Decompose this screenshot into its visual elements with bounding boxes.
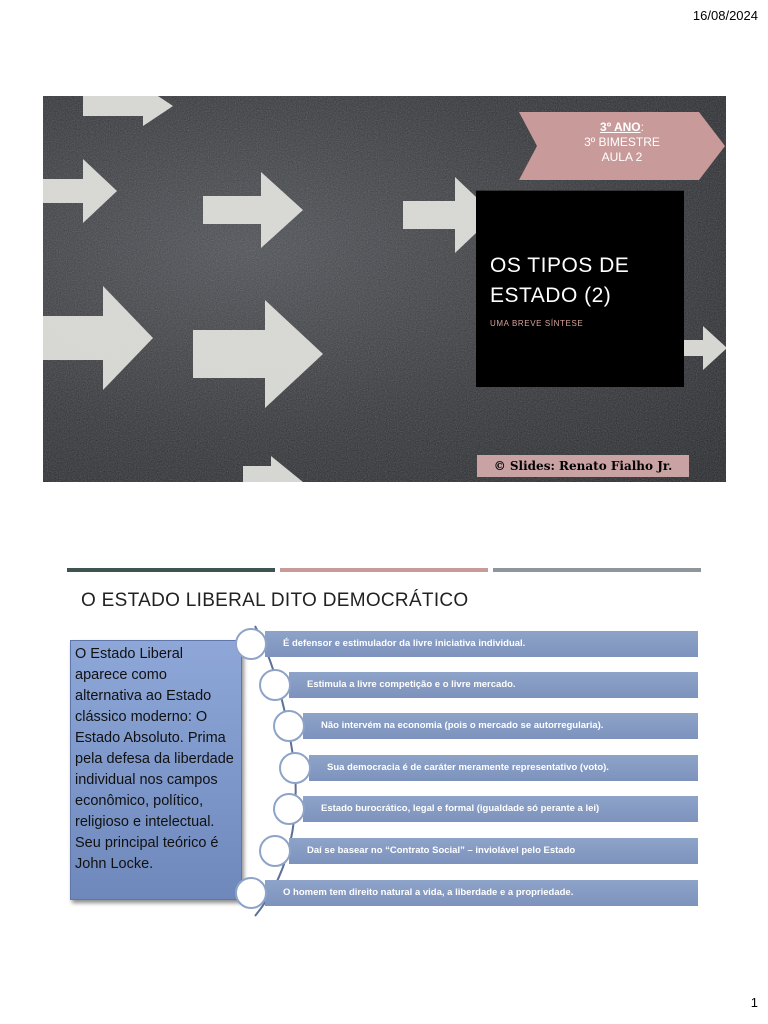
main-title: OS TIPOS DE ESTADO (2) — [490, 254, 630, 307]
list-item-bar — [309, 755, 698, 781]
list-item — [309, 755, 698, 781]
grade-banner — [519, 112, 725, 180]
slide-estado-liberal — [43, 560, 726, 946]
subtitle: UMA BREVE SÍNTESE — [490, 319, 584, 328]
title-box — [476, 191, 684, 387]
list-item-bar — [265, 631, 698, 657]
list-item-label: Estimula a livre competição e o livre mercado. — [307, 679, 516, 690]
list-item-bar — [265, 880, 698, 906]
list-item-label: Daí se basear no “Contrato Social” – inviolável pelo Estado — [307, 845, 576, 856]
timeline-node — [273, 710, 305, 742]
list-item-bar — [289, 838, 698, 864]
timeline-node — [259, 669, 291, 701]
list-item-bar — [303, 713, 698, 739]
page-date: 16/08/2024 — [692, 8, 758, 23]
list-item — [289, 838, 698, 864]
list-item — [265, 880, 698, 906]
timeline-node — [259, 835, 291, 867]
description-box: O Estado Liberal aparece como alternativa ao Estado clássico moderno: O Estado Absoluto. Prima pela defesa da liberdade individual nos campos econômico, político, religioso e intelectual. Seu principal teórico é John Locke. — [70, 640, 242, 900]
grade-title: 3º ANO — [600, 120, 641, 134]
timeline-node — [235, 628, 267, 660]
list-item-label: Estado burocrático, legal e formal (igualdade só perante a lei) — [321, 803, 600, 814]
list-item-bar — [289, 672, 698, 698]
list-item — [303, 796, 698, 822]
timeline-node — [273, 793, 305, 825]
slide-cover — [43, 96, 726, 482]
timeline-node — [279, 752, 311, 784]
list-item-label: O homem tem direito natural a vida, a liberdade e a propriedade. — [283, 887, 574, 898]
list-item-label: É defensor e estimulador da livre iniciativa individual. — [283, 638, 526, 649]
list-item-bar — [303, 796, 698, 822]
credits-label: © Slides: Renato Fialho Jr. — [477, 455, 689, 477]
bimester-label: 3º BIMESTRE — [584, 135, 660, 149]
list-item-label: Não intervém na economia (pois o mercado se autorregularia). — [321, 720, 604, 731]
lesson-label: AULA 2 — [601, 150, 643, 164]
timeline-node — [235, 877, 267, 909]
list-item — [265, 631, 698, 657]
list-item-label: Sua democracia é de caráter meramente representativo (voto). — [327, 762, 609, 773]
grade-suffix: : — [640, 120, 644, 134]
list-item — [303, 713, 698, 739]
page-number: 1 — [750, 995, 758, 1010]
slide-title: O ESTADO LIBERAL DITO DEMOCRÁTICO — [81, 590, 469, 611]
list-item — [289, 672, 698, 698]
